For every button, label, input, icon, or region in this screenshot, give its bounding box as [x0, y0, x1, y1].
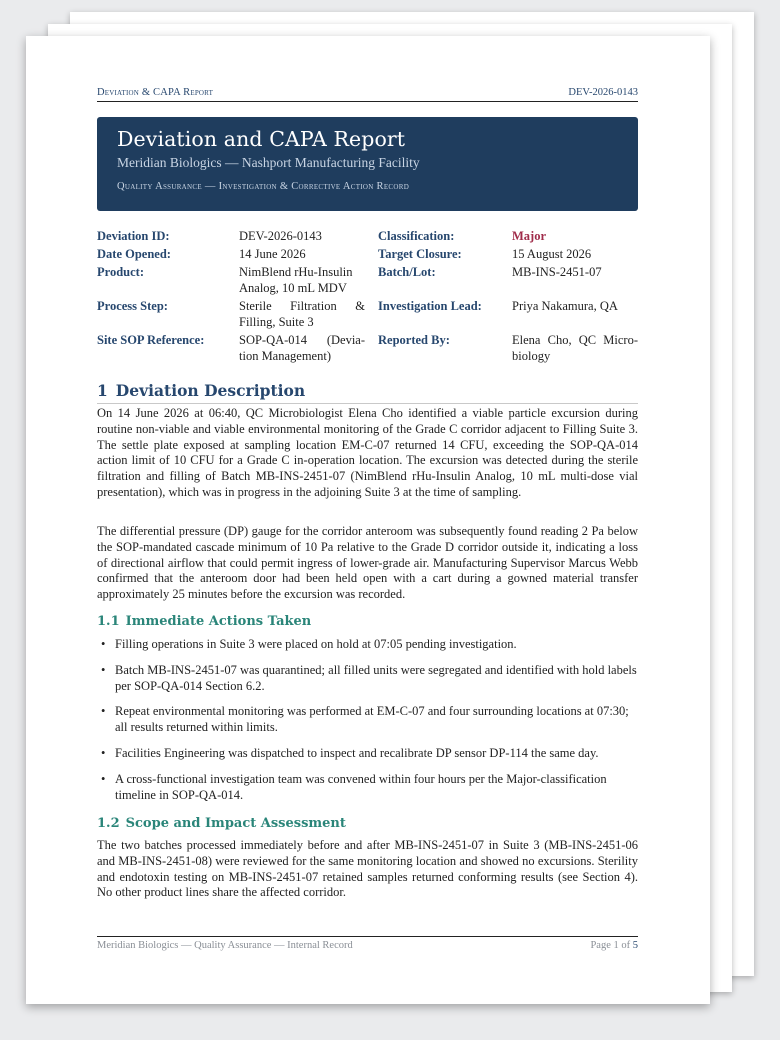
- section-1-number: 1: [97, 381, 108, 400]
- section-1-1-number: 1.1: [97, 614, 120, 629]
- target-closure-value: 15 August 2026: [512, 247, 592, 261]
- list-item-text: Filling operations in Suite 3 were placed on hold at 07:05 pending investigation.: [115, 637, 517, 651]
- process-step-value-line2: Filling, Suite 3: [239, 315, 314, 329]
- product-label: Product:: [97, 265, 144, 279]
- classification-label: Classification:: [378, 229, 455, 243]
- batch-lot-label: Batch/Lot:: [378, 265, 436, 279]
- footer-organization: Meridian Biologics — Quality Assurance — Internal Record: [97, 940, 353, 951]
- bullet-icon: •: [101, 704, 106, 719]
- page-number-prefix: Page 1 of: [590, 940, 631, 951]
- bullet-icon: •: [101, 771, 106, 786]
- reported-by-label: Reported By:: [378, 333, 450, 347]
- bullet-icon: •: [101, 662, 106, 677]
- list-item: [97, 704, 638, 736]
- page-footer: [97, 936, 638, 951]
- reported-by-value-line2: biology: [512, 349, 551, 363]
- list-item: [97, 772, 638, 804]
- product-value-line2: Analog, 10 mL MDV: [239, 281, 347, 295]
- reported-by-value-line1: Elena Cho, QC Micro-: [512, 333, 638, 347]
- date-opened-value: 14 June 2026: [239, 247, 306, 261]
- section-1-title: Deviation Description: [115, 381, 306, 400]
- sop-reference-value-line2: tion Management): [239, 349, 331, 363]
- section-1-2-title: Scope and Impact Assessment: [125, 816, 346, 831]
- running-header-id: DEV-2026-0143: [568, 87, 638, 98]
- immediate-actions-list: [97, 637, 638, 813]
- list-item: [97, 637, 638, 653]
- target-closure-label: Target Closure:: [378, 247, 462, 261]
- section-1-paragraph-2: The differential pressure (DP) gauge for the corridor anteroom was subsequently found reading 2 Pa below the SOP-mandated cascade minimum of 10 Pa relative to the Grade D corridor outside it, indicating a loss of directional airflow that could permit ingress of lower-grade air. Manufacturing Supervisor Marcus Webb confirmed that the anteroom door had been held open with a cart during a gowned material transfer approximately 25 minutes before the excursion was recorded.: [97, 524, 638, 602]
- section-1-1-heading: [97, 614, 311, 629]
- list-item-text: A cross-functional investigation team was convened within four hours per the Major-classification timeline in SOP-QA-014.: [115, 771, 607, 802]
- list-item-text: Facilities Engineering was dispatched to inspect and recalibrate DP sensor DP-114 the same day.: [115, 745, 599, 760]
- running-header-title: Deviation & CAPA Report: [97, 87, 214, 98]
- deviation-id-label: Deviation ID:: [97, 229, 170, 243]
- report-subtitle: Meridian Biologics — Nashport Manufacturing Facility: [117, 155, 420, 170]
- section-1-heading: [97, 381, 638, 404]
- page-total-link[interactable]: 5: [632, 940, 638, 951]
- list-item: [97, 746, 638, 762]
- date-opened-label: Date Opened:: [97, 247, 171, 261]
- batch-lot-value: MB-INS-2451-07: [512, 265, 602, 279]
- investigation-lead-label: Investigation Lead:: [378, 299, 482, 313]
- sop-reference-value-line1: SOP-QA-014 (Devia-: [239, 333, 365, 347]
- running-header: [97, 87, 638, 102]
- section-1-2-paragraph: The two batches processed immediately before and after MB-INS-2451-07 in Suite 3 (MB-INS-2451-06 and MB-INS-2451-08) were reviewed for the same monitoring location and showed no excursions. Sterility and endotoxin testing on MB-INS-2451-07 retained samples returned conforming results (see Section 4). No other product lines share the affected corridor.: [97, 838, 638, 900]
- report-section-label: Quality Assurance — Investigation & Corrective Action Record: [117, 181, 410, 192]
- process-step-label: Process Step:: [97, 299, 168, 313]
- page-number: [590, 940, 638, 951]
- section-1-paragraph-1: On 14 June 2026 at 06:40, QC Microbiologist Elena Cho identified a viable particle excursion during routine non-viable and viable environmental monitoring of the Grade C corridor adjacent to Filling Suite 3. The settle plate exposed at sampling location EM-C-07 returned 14 CFU, exceeding the SOP-QA-014 action limit of 10 CFU for a Grade C in-operation location. The excursion was detected during the sterile filtration and filling of Batch MB-INS-2451-07 (NimBlend rHu-Insulin Analog, 10 mL multi-dose vial presentation), which was in progress in the adjoining Suite 3 at the time of sampling.: [97, 406, 638, 499]
- report-title: Deviation and CAPA Report: [117, 127, 406, 151]
- deviation-id-value: DEV-2026-0143: [239, 229, 322, 243]
- document-page: [26, 36, 710, 1004]
- list-item-text: Repeat environmental monitoring was performed at EM-C-07 and four surrounding locations at 07:30; all results returned within limits.: [115, 704, 629, 735]
- bullet-icon: •: [101, 745, 106, 760]
- section-1-1-title: Immediate Actions Taken: [125, 614, 312, 629]
- product-value-line1: NimBlend rHu-Insulin: [239, 265, 353, 279]
- process-step-value-line1: Sterile Filtration &: [239, 299, 365, 313]
- sop-reference-label: Site SOP Reference:: [97, 333, 205, 347]
- bullet-icon: •: [101, 637, 106, 651]
- investigation-lead-value: Priya Nakamura, QA: [512, 299, 618, 313]
- classification-value: Major: [512, 229, 547, 243]
- section-1-2-number: 1.2: [97, 816, 120, 831]
- list-item: [97, 663, 638, 695]
- section-1-2-heading: [97, 816, 346, 831]
- title-banner: [97, 117, 638, 211]
- list-item-text: Batch MB-INS-2451-07 was quarantined; all filled units were segregated and identified with hold labels per SOP-QA-014 Section 6.2.: [115, 662, 637, 693]
